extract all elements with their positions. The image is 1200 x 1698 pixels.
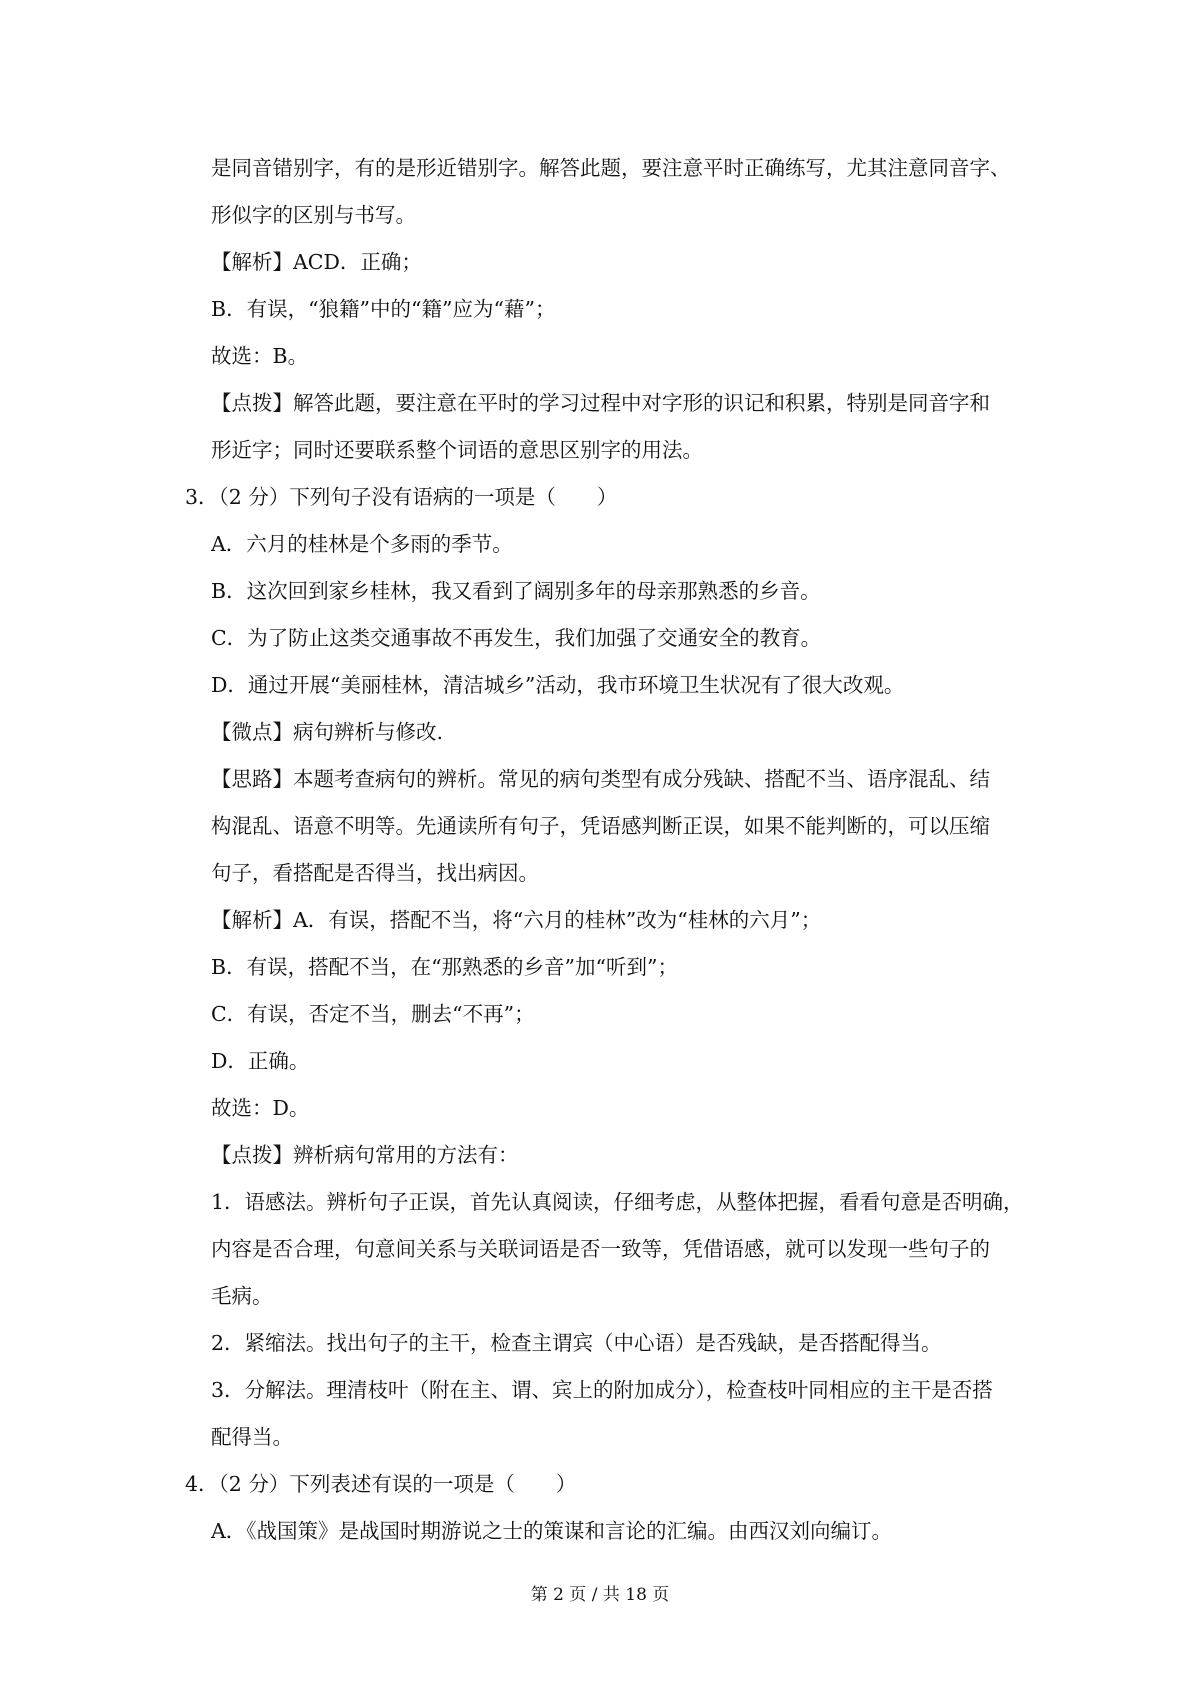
text-line: 形似字的区别与书写。 <box>211 203 416 227</box>
text-line: 【微点】病句辨析与修改. <box>211 720 444 744</box>
text-line: 句子，看搭配是否得当，找出病因。 <box>211 861 539 885</box>
option-line: A．六月的桂林是个多雨的季节。 <box>211 532 513 556</box>
text-line: 【解析】ACD．正确； <box>211 250 422 274</box>
text-line: B．有误，“狼籍”中的“籍”应为“藉”； <box>211 297 556 321</box>
option-line: B．这次回到家乡桂林，我又看到了阔别多年的母亲那熟悉的乡音。 <box>211 579 821 603</box>
text-line: D．正确。 <box>211 1049 310 1073</box>
question-heading: 4．（2 分）下列表述有误的一项是（ ） <box>185 1472 577 1496</box>
text-line: 构混乱、语意不明等。先通读所有句子，凭语感判断正误，如果不能判断的，可以压缩 <box>211 814 990 838</box>
text-line: 是同音错别字，有的是形近错别字。解答此题，要注意平时正确练写，尤其注意同音字、 <box>211 156 1011 180</box>
text-line: 2．紧缩法。找出句子的主干，检查主谓宾（中心语）是否残缺，是否搭配得当。 <box>211 1331 942 1355</box>
text-line: 1．语感法。辨析句子正误，首先认真阅读，仔细考虑，从整体把握，看看句意是否明确， <box>211 1190 1024 1214</box>
option-line: C．为了防止这类交通事故不再发生，我们加强了交通安全的教育。 <box>211 626 822 650</box>
text-line: 故选：D。 <box>211 1096 310 1120</box>
text-line: B．有误，搭配不当，在“那熟悉的乡音”加“听到”； <box>211 955 678 979</box>
text-line: 故选：B。 <box>211 344 309 368</box>
text-line: 形近字；同时还要联系整个词语的意思区别字的用法。 <box>211 438 703 462</box>
option-line: D．通过开展“美丽桂林，清洁城乡”活动，我市环境卫生状况有了很大改观。 <box>211 673 905 697</box>
question-heading: 3．（2 分）下列句子没有语病的一项是（ ） <box>185 485 618 509</box>
option-line: A．《战国策》是战国时期游说之士的策谋和言论的汇编。由西汉刘向编订。 <box>211 1519 893 1543</box>
text-line: 【解析】A．有误，搭配不当，将“六月的桂林”改为“桂林的六月”； <box>211 908 822 932</box>
text-line: 【点拨】辨析病句常用的方法有： <box>211 1143 519 1167</box>
page-footer: 第 2 页 / 共 18 页 <box>530 1585 670 1605</box>
text-line: 【点拨】解答此题，要注意在平时的学习过程中对字形的识记和积累，特别是同音字和 <box>211 391 990 415</box>
text-line: 内容是否合理，句意间关系与关联词语是否一致等，凭借语感，就可以发现一些句子的 <box>211 1237 990 1261</box>
text-line: 毛病。 <box>211 1284 273 1308</box>
text-line: 3．分解法。理清枝叶（附在主、谓、宾上的附加成分），检查枝叶同相应的主干是否搭 <box>211 1378 993 1402</box>
text-line: 【思路】本题考查病句的辨析。常见的病句类型有成分残缺、搭配不当、语序混乱、结 <box>211 767 990 791</box>
text-line: 配得当。 <box>211 1425 293 1449</box>
text-line: C．有误，否定不当，删去“不再”； <box>211 1002 535 1026</box>
